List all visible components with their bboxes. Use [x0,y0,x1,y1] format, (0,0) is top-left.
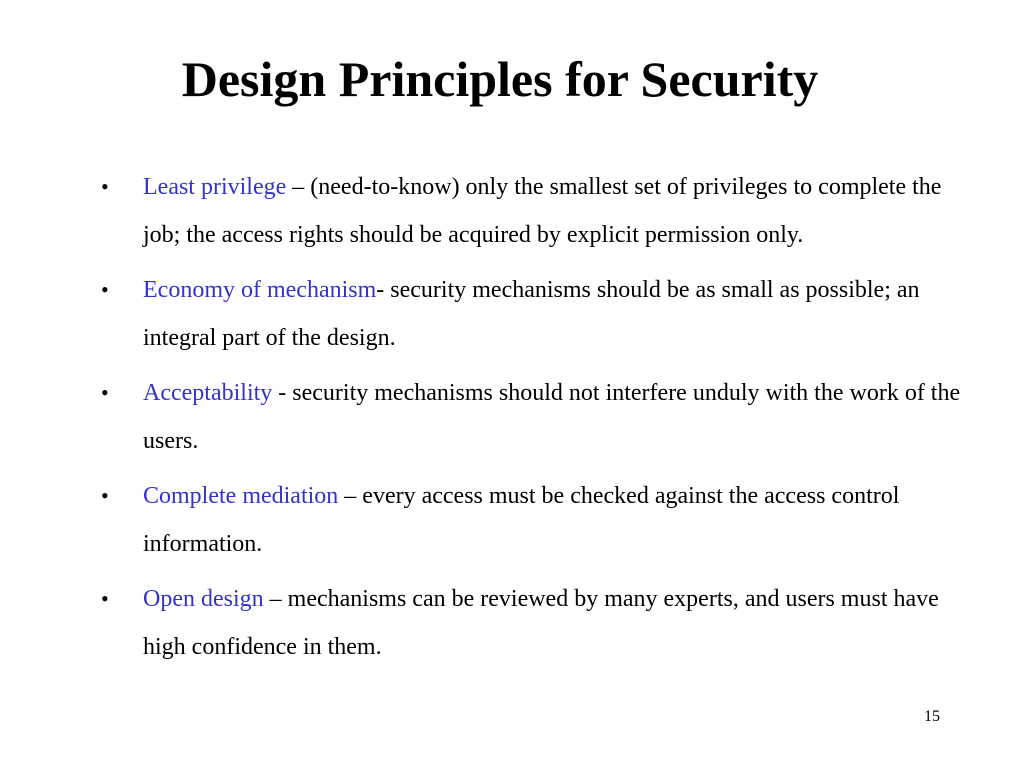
bullet-marker: • [101,174,109,199]
bullet-description: - security mechanisms should not interfere unduly with the work of the users. [143,380,961,454]
bullet-open-design [0,575,1024,671]
bullet-marker: • [101,380,109,405]
bullet-economy-of-mechanism [0,266,1024,362]
bullet-description: – mechanisms can be reviewed by many experts, and users must have high confidence in them. [143,586,939,660]
bullet-marker: • [101,483,109,508]
bullet-description: - security mechanisms should be as small as possible; an integral part of the design. [143,277,920,351]
bullet-marker: • [101,586,109,611]
bullet-description: – every access must be checked against the access control information. [143,483,900,557]
bullet-marker: • [101,277,109,302]
bullet-term: Least privilege [143,174,287,200]
slide-title: Design Principles for Security [181,51,819,107]
bullet-term: Economy of mechanism [143,277,377,303]
bullet-complete-mediation [0,472,1024,568]
bullet-list [0,163,1024,678]
page-number: 15 [924,708,940,725]
bullet-description: – (need-to-know) only the smallest set of privileges to complete the job; the access rights should be acquired by explicit permission only. [143,174,942,248]
bullet-term: Complete mediation [143,483,339,509]
bullet-least-privilege [0,163,1024,259]
bullet-term: Acceptability [143,380,273,406]
bullet-acceptability [0,369,1024,465]
bullet-term: Open design [143,586,264,612]
